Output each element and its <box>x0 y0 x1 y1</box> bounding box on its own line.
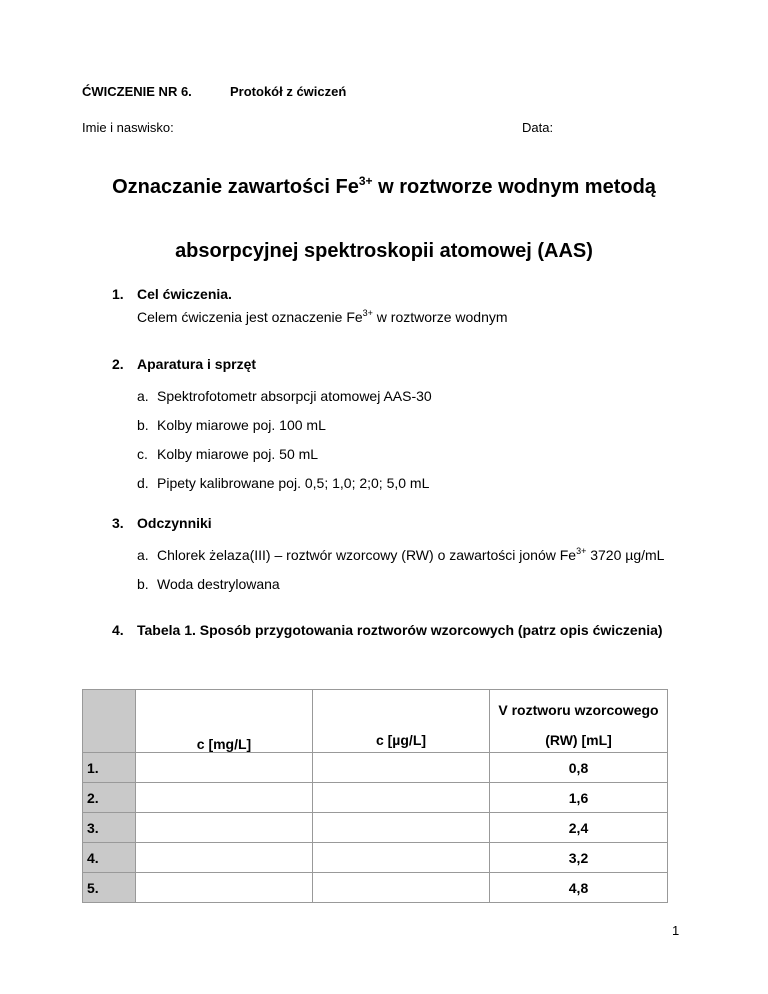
table-row <box>83 873 668 903</box>
name-label: Imie i naswisko: <box>82 120 174 135</box>
section-1-text <box>137 309 508 325</box>
section-3-number: 3. <box>112 515 124 531</box>
list-item-text: Spektrofotometr absorpcji atomowej AAS-30 <box>157 388 432 404</box>
title-superscript: 3+ <box>358 174 373 188</box>
list-item-text: Kolby miarowe poj. 100 mL <box>157 417 326 433</box>
list-item-text: Woda destrylowana <box>157 576 280 592</box>
standards-table <box>82 689 668 903</box>
section-2-heading <box>112 356 256 372</box>
reagent-superscript: 3+ <box>576 546 587 556</box>
section-1-text-before: Celem ćwiczenia jest oznaczenie Fe <box>137 309 363 325</box>
section-2-number: 2. <box>112 356 124 372</box>
cell-c-mg <box>136 813 313 843</box>
list-item-letter: a. <box>137 388 149 404</box>
row-number: 5. <box>83 873 136 903</box>
cell-c-ug <box>313 813 490 843</box>
document-title-line2: absorpcyjnej spektroskopii atomowej (AAS) <box>175 240 593 262</box>
row-number: 1. <box>83 753 136 783</box>
cell-volume: 1,6 <box>490 783 668 813</box>
list-item <box>137 576 280 592</box>
cell-c-ug <box>313 873 490 903</box>
list-item-letter: c. <box>137 446 148 462</box>
row-number: 4. <box>83 843 136 873</box>
protocol-label: Protokół z ćwiczeń <box>230 84 347 99</box>
section-3-title: Odczynniki <box>137 515 212 531</box>
table-row <box>83 813 668 843</box>
table-row <box>83 843 668 873</box>
header-c-ug: c [µg/L] <box>313 690 490 753</box>
row-number: 2. <box>83 783 136 813</box>
reagent-text-before: Chlorek żelaza(III) – roztwór wzorcowy (RW) o zawartości jonów Fe <box>157 547 577 563</box>
header-volume <box>490 690 668 753</box>
cell-volume: 4,8 <box>490 873 668 903</box>
list-item-letter: b. <box>137 417 149 433</box>
cell-c-ug <box>313 753 490 783</box>
list-item-letter: a. <box>137 547 149 563</box>
section-3-heading <box>112 515 212 531</box>
reagent-text-after: 3720 µg/mL <box>586 547 665 563</box>
list-item-text: Pipety kalibrowane poj. 0,5; 1,0; 2;0; 5,0 mL <box>157 475 430 491</box>
cell-c-mg <box>136 753 313 783</box>
list-item <box>137 388 432 404</box>
section-2-title: Aparatura i sprzęt <box>137 356 257 372</box>
header-c-mg: c [mg/L] <box>136 690 313 753</box>
section-1-title: Cel ćwiczenia. <box>137 286 232 302</box>
header-lp-cell <box>83 690 136 753</box>
cell-volume: 0,8 <box>490 753 668 783</box>
title-text-before: Oznaczanie zawartości Fe <box>112 176 359 198</box>
header-volume-line2: (RW) [mL] <box>545 732 612 748</box>
list-item-text: Kolby miarowe poj. 50 mL <box>157 446 319 462</box>
section-1-heading <box>112 286 232 302</box>
list-item-letter: b. <box>137 576 149 592</box>
section-1-text-after: w roztworze wodnym <box>372 309 508 325</box>
list-item-letter: d. <box>137 475 149 491</box>
section-4-title: Tabela 1. Sposób przygotowania roztworów wzorcowych (patrz opis ćwiczenia) <box>137 622 663 638</box>
title-text-after: w roztworze wodnym metodą <box>372 176 656 198</box>
exercise-number: ĆWICZENIE NR 6. <box>82 84 192 99</box>
header-volume-line1: V roztworu wzorcowego <box>498 702 659 718</box>
cell-c-mg <box>136 783 313 813</box>
table-header-row <box>83 690 668 753</box>
page-number: 1 <box>672 923 680 938</box>
table-row <box>83 753 668 783</box>
cell-c-ug <box>313 783 490 813</box>
date-label: Data: <box>522 120 554 135</box>
table-row <box>83 783 668 813</box>
cell-c-mg <box>136 843 313 873</box>
cell-volume: 3,2 <box>490 843 668 873</box>
document-title-line1 <box>0 176 768 199</box>
list-item <box>137 417 326 433</box>
section-4-heading <box>112 622 663 638</box>
cell-c-mg <box>136 873 313 903</box>
cell-volume: 2,4 <box>490 813 668 843</box>
list-item <box>137 446 318 462</box>
section-1-number: 1. <box>112 286 124 302</box>
section-1-superscript: 3+ <box>362 308 373 318</box>
section-4-number: 4. <box>112 622 124 638</box>
list-item <box>137 547 664 563</box>
cell-c-ug <box>313 843 490 873</box>
list-item <box>137 475 429 491</box>
row-number: 3. <box>83 813 136 843</box>
